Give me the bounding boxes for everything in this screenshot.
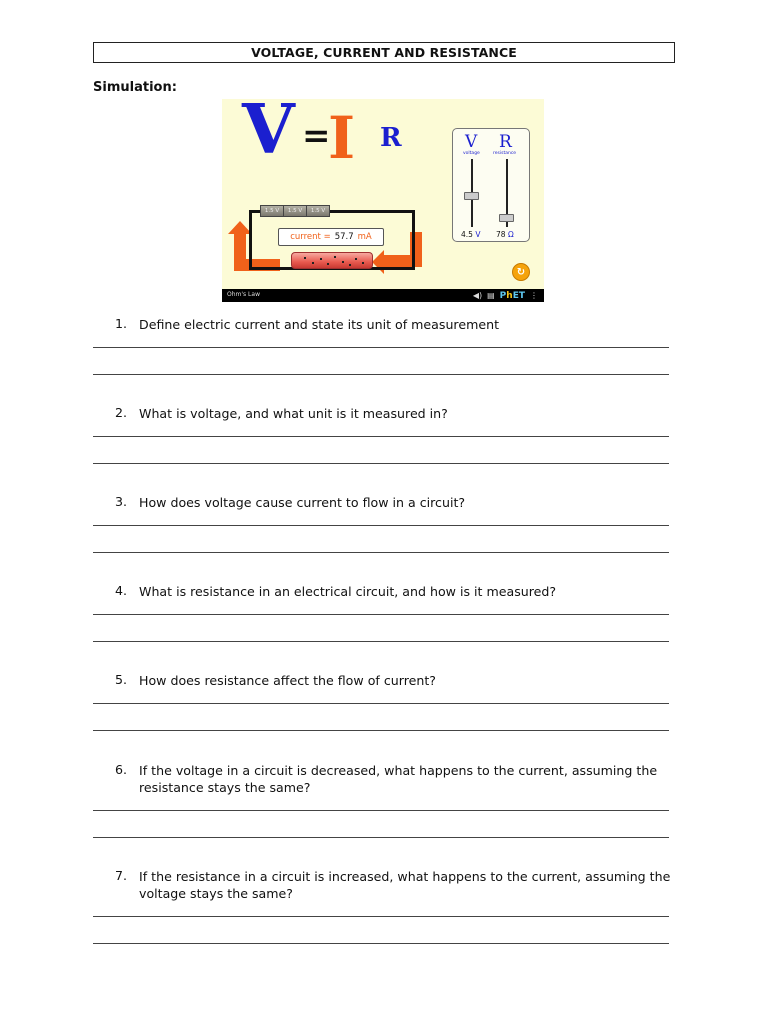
sound-icon[interactable]: ◀) [472, 291, 483, 300]
answer-line[interactable] [93, 552, 669, 553]
answer-line[interactable] [93, 525, 669, 526]
ohms-law-simulation[interactable] [222, 99, 544, 302]
equation-i: I [328, 104, 356, 172]
answer-line[interactable] [93, 347, 669, 348]
answer-line[interactable] [93, 810, 669, 811]
answer-line[interactable] [93, 703, 669, 704]
question-5: 5. How does resistance affect the flow of current? [115, 672, 436, 688]
resistance-slider-letter: R [499, 132, 512, 152]
current-arrows [222, 99, 544, 302]
simulation-footer [222, 289, 544, 302]
current-readout: current = 57.7 mA [278, 228, 384, 246]
question-2: 2. What is voltage, and what unit is it measured in? [115, 405, 448, 421]
keyboard-icon[interactable]: ▤ [487, 291, 495, 300]
answer-line[interactable] [93, 436, 669, 437]
battery-1: 1.5 V [260, 205, 284, 217]
answer-line[interactable] [93, 837, 669, 838]
voltage-readout: 4.5 V [461, 230, 481, 239]
answer-line[interactable] [93, 943, 669, 944]
menu-icon[interactable]: ⋮ [530, 291, 538, 300]
question-4: 4. What is resistance in an electrical circuit, and how is it measured? [115, 583, 557, 599]
voltage-slider-letter: V [465, 132, 478, 152]
resistance-readout: 78 Ω [496, 230, 514, 239]
worksheet-title: VOLTAGE, CURRENT AND RESISTANCE [93, 42, 675, 63]
answer-line[interactable] [93, 374, 669, 375]
equation-r: R [380, 123, 402, 153]
equation-v: V [242, 99, 295, 170]
reset-button[interactable]: ↻ [512, 263, 530, 281]
simulation-footer-title: Ohm's Law [227, 291, 260, 298]
answer-line[interactable] [93, 916, 669, 917]
answer-line[interactable] [93, 614, 669, 615]
question-3: 3. How does voltage cause current to flow in a circuit? [115, 494, 466, 510]
battery-2: 1.5 V [283, 205, 307, 217]
answer-line[interactable] [93, 463, 669, 464]
phet-logo[interactable]: PhET [499, 290, 525, 301]
voltage-slider-caption: voltage [463, 151, 480, 156]
question-7: 7. If the resistance in a circuit is increased, what happens to the current, assuming the voltage stays the same? [115, 868, 671, 901]
question-1: 1. Define electric current and state its unit of measurement [115, 316, 500, 332]
battery-3: 1.5 V [306, 205, 330, 217]
resistance-slider-caption: resistance [493, 151, 517, 156]
equation-equals: = [302, 116, 331, 156]
answer-line[interactable] [93, 641, 669, 642]
simulation-label: Simulation: [93, 80, 177, 95]
question-6: 6. If the voltage in a circuit is decreased, what happens to the current, assuming the resistance stays the same? [115, 762, 658, 795]
resistor [291, 252, 373, 269]
answer-line[interactable] [93, 730, 669, 731]
